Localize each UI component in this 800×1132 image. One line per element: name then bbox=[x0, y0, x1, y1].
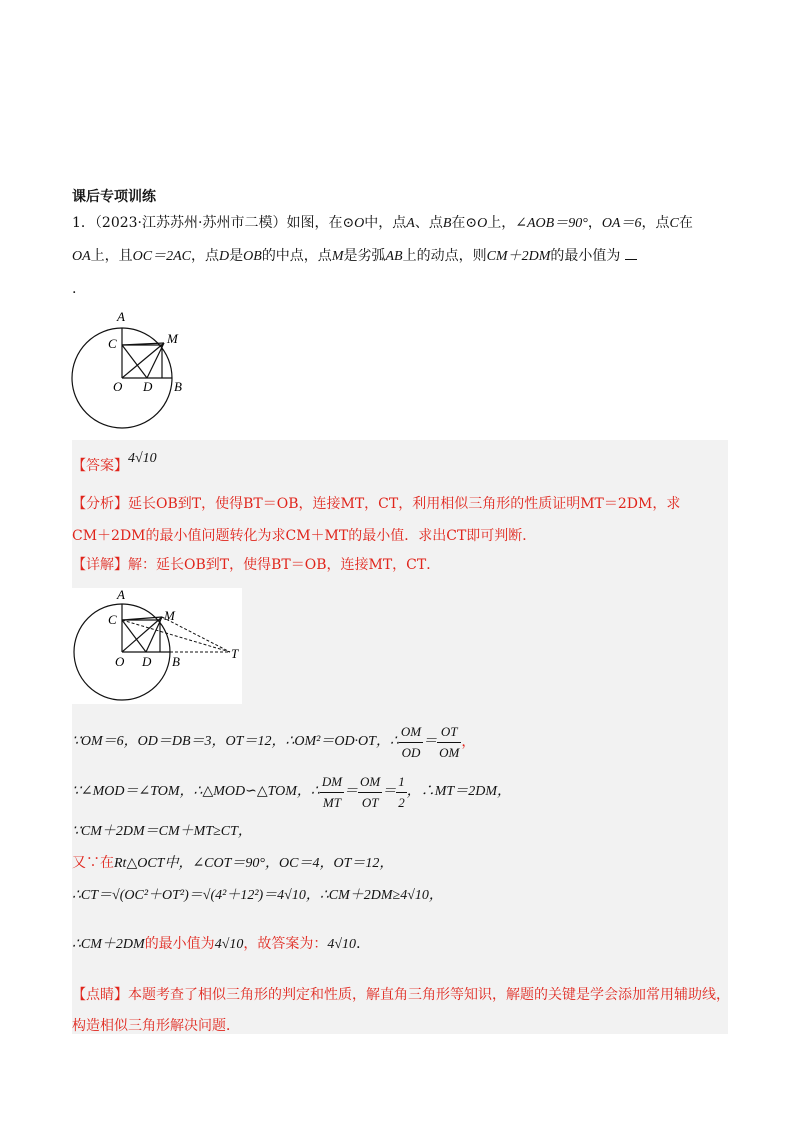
text: 在 bbox=[678, 215, 693, 231]
denominator: OT bbox=[361, 794, 379, 810]
numerator: 1 bbox=[396, 772, 407, 793]
analysis-line-1 bbox=[72, 494, 680, 514]
detail-step-6-text-2: ，故答案为： bbox=[243, 936, 328, 952]
text: 是 bbox=[229, 248, 244, 264]
text: 在 bbox=[451, 215, 466, 231]
math-oa: OA bbox=[72, 249, 91, 264]
fraction-om-ot bbox=[358, 772, 382, 813]
text: 是劣弧 bbox=[343, 248, 386, 264]
math-point-m: M bbox=[331, 249, 344, 264]
fig2-label-o: O bbox=[115, 654, 125, 669]
detail-step-6-period: ． bbox=[356, 936, 371, 952]
math-circle-o: ⊙O bbox=[342, 216, 365, 231]
detail-step-6-value: 4√10 bbox=[214, 937, 244, 952]
detail-tag: 【详解】 bbox=[72, 557, 128, 573]
analysis-tag: 【分析】 bbox=[72, 496, 128, 512]
section-title: 课后专项训练 bbox=[72, 189, 156, 205]
math-oa: OA＝6 bbox=[601, 216, 642, 231]
detail-step-6-text: 的最小值为 bbox=[144, 936, 215, 952]
detail-step-2-tail: ，∴MT＝2DM， bbox=[406, 784, 511, 799]
fig2-label-b: B bbox=[172, 654, 180, 669]
math-arc-ab: AB bbox=[385, 249, 403, 264]
figure-1-circle-diagram bbox=[68, 305, 198, 430]
answer-line bbox=[72, 448, 157, 474]
detail-step-1-text: ∵OM＝6，OD＝DB＝3，OT＝12，∴OM²＝OD·OT，∴ bbox=[72, 734, 399, 749]
detail-text-1: 解：延长OB到T，使得BT＝OB，连接MT，CT． bbox=[128, 557, 441, 573]
fig1-label-b: B bbox=[174, 379, 182, 394]
fig1-label-o: O bbox=[113, 379, 123, 394]
text: 的最小值为 bbox=[550, 248, 621, 264]
numerator: OM bbox=[358, 772, 382, 793]
math-point-c: C bbox=[669, 216, 679, 231]
answer-blank bbox=[625, 259, 637, 260]
answer-tag: 【答案】 bbox=[72, 458, 128, 474]
denominator: OM bbox=[439, 744, 460, 760]
detail-step-2: ∵∠MOD＝∠TOM，∴△MOD∽△TOM，∴ $\frac{DM}{MT}$ ＝ $\frac{OM}{OT}$ ＝ $\frac{1}{2}$ ，∴MT＝2DM， bbox=[72, 772, 511, 812]
math-oc: OC＝2AC bbox=[132, 249, 192, 264]
text: 中，点 bbox=[364, 215, 407, 231]
detail-step-3: ∵CM＋2DM＝CM＋MT≥CT， bbox=[72, 824, 252, 839]
fraction-ot-om bbox=[437, 722, 461, 763]
question-period: . bbox=[72, 281, 77, 297]
denominator: 2 bbox=[398, 794, 405, 810]
math-circle-o: ⊙O bbox=[465, 216, 488, 231]
text: 上，且 bbox=[90, 248, 133, 264]
detail-line-1 bbox=[72, 555, 440, 575]
numerator: DM bbox=[320, 772, 344, 793]
fig1-label-m: M bbox=[167, 331, 178, 346]
math-point-b: B bbox=[442, 216, 452, 231]
detail-step-4-text: Rt△OCT中，∠COT＝90°，OC＝4，OT＝12， bbox=[114, 856, 394, 871]
comment-line-2: 构造相似三角形解决问题． bbox=[72, 1018, 240, 1034]
detail-step-4 bbox=[72, 853, 393, 874]
question-number: 1． bbox=[72, 215, 95, 231]
math-ob: OB bbox=[243, 249, 262, 264]
analysis-line-2: CM＋2DM的最小值问题转化为求CM＋MT的最小值．求出CT即可判断． bbox=[72, 528, 537, 544]
fig2-label-d: D bbox=[142, 654, 152, 669]
fig1-label-a: A bbox=[117, 309, 125, 324]
text: 上， bbox=[487, 215, 516, 231]
analysis-text-1: 延长OB到T，使得BT＝OB，连接MT，CT，利用相似三角形的性质证明MT＝2DM，求 bbox=[128, 496, 681, 512]
question-line-2 bbox=[72, 246, 637, 267]
figure-2-circle-diagram bbox=[72, 588, 242, 704]
detail-step-6 bbox=[72, 934, 370, 955]
detail-step-6-value-2: 4√10 bbox=[327, 937, 357, 952]
text: 的中点，点 bbox=[261, 248, 332, 264]
math-expr: CM＋2DM bbox=[486, 249, 551, 264]
text: 如图，在 bbox=[286, 215, 343, 231]
detail-step-4-prefix: 又∵在 bbox=[72, 855, 114, 871]
fig2-label-t: T bbox=[231, 646, 239, 661]
comment-line-1 bbox=[72, 985, 730, 1005]
fig2-label-c: C bbox=[108, 612, 117, 627]
fig2-label-a: A bbox=[117, 588, 125, 602]
fraction-one-half bbox=[396, 772, 407, 813]
math-point-a: A bbox=[406, 216, 415, 231]
fig1-label-c: C bbox=[108, 336, 117, 351]
math-point-d: D bbox=[219, 249, 230, 264]
question-source: （2023·江苏苏州·苏州市二模） bbox=[94, 215, 287, 231]
detail-step-6-expr: ∴CM＋2DM bbox=[72, 937, 145, 952]
fig2-label-m: M bbox=[164, 608, 175, 623]
text: 上的动点，则 bbox=[402, 248, 487, 264]
denominator: OD bbox=[401, 744, 421, 760]
fraction-dm-mt bbox=[320, 772, 344, 813]
comment-tag: 【点睛】 bbox=[72, 987, 128, 1003]
comment-text-1: 本题考查了相似三角形的判定和性质，解直角三角形等知识，解题的关键是学会添加常用辅助线， bbox=[128, 987, 730, 1003]
text: ，点 bbox=[641, 215, 670, 231]
text: ，点 bbox=[191, 248, 220, 264]
math-angle-aob: ∠AOB＝90° bbox=[515, 216, 588, 231]
denominator: MT bbox=[322, 794, 341, 810]
question-line-1: 1．（2023·江苏苏州·苏州市二模）如图，在⊙O中，点A、点B在⊙O上，∠AOB＝90°，OA＝6，点C在 bbox=[72, 215, 693, 231]
detail-step-1: ∵OM＝6，OD＝DB＝3，OT＝12，∴OM²＝OD·OT，∴ $\frac{OM}{OD}$ ＝ $\frac{OT}{OM}$ ， bbox=[72, 722, 475, 762]
numerator: OM bbox=[399, 722, 423, 743]
fig1-label-d: D bbox=[143, 379, 153, 394]
detail-step-5: ∴CT＝√(OC²＋OT²)＝√(4²＋12²)＝4√10，∴CM＋2DM≥4√10， bbox=[72, 888, 443, 903]
numerator: OT bbox=[437, 722, 461, 743]
text: 、点 bbox=[414, 215, 443, 231]
fraction-om-od bbox=[399, 722, 423, 763]
detail-step-2-text: ∵∠MOD＝∠TOM，∴△MOD∽△TOM，∴ bbox=[72, 784, 320, 799]
fig1-segment-cd bbox=[122, 345, 147, 378]
answer-value: 4√10 bbox=[128, 451, 157, 466]
